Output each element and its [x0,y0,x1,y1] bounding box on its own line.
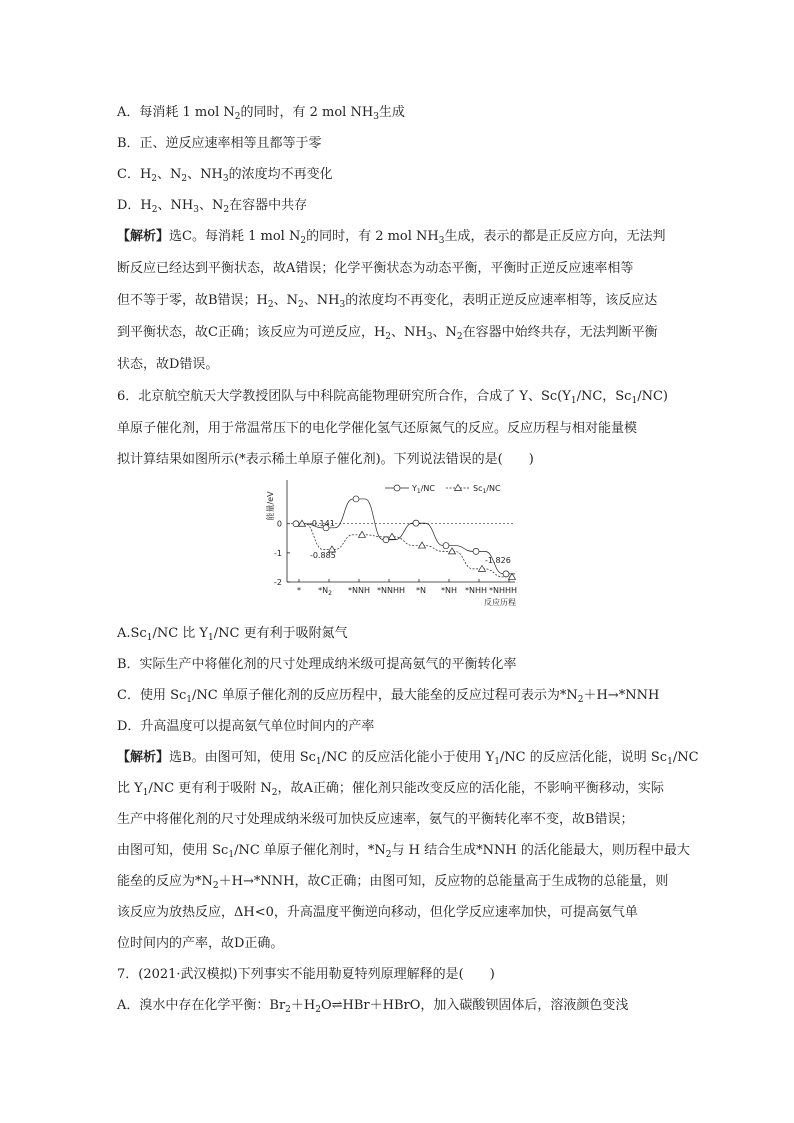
x-tick-label-0: * [297,586,301,595]
annotation-sc1-last: -1.826 [485,556,511,565]
circle-point-5 [443,543,449,549]
x-tick-label-3: *NNHH [377,586,405,595]
legend-y1: $Y_1/NC$ [412,484,435,495]
x-tick-label-1: $*N_2$ [318,586,332,597]
q5-option-b: B．正、逆反应速率相等且都等于零 [117,136,322,151]
q6-analysis-line2: 比 $Y_1/NC$ 更有利于吸附 $N_2$，故A正确；催化剂只能改变反应的活化能，不影响平衡移动，实际 [117,781,664,798]
triangle-point-2 [359,531,366,537]
q5-analysis-line2: 断反应已经达到平衡状态，故A错误；化学平衡状态为动态平衡，平衡时正逆反应速率相等 [117,261,634,276]
q5-analysis-line5: 状态，故D错误。 [117,357,219,372]
y-tick-label-2: -2 [274,578,282,587]
q6-analysis-line4: 由图可知，使用 $Sc_1/NC$ 单原子催化剂时，$*N_2$与 H 结合生成*NNH 的活化能最大，则历程中最大 [117,843,690,860]
q5-analysis-line1: 【解析】选C。每消耗 1 mol $N_2$的同时，有 2 mol $NH_3$生成，表示的都是正反应方向，无法判 [117,229,666,246]
circle-point-2 [353,496,359,502]
annotation-y1-first: -0.141 [309,519,335,528]
triangle-point-6 [479,565,486,571]
q5-option-c: C．$H_2$、$N_2$、$NH_3$的浓度均不再变化 [117,167,333,184]
q6-analysis-line7: 位时间内的产率，故D正确。 [117,936,284,951]
series-line-circle [293,499,515,574]
circle-point-6 [473,548,479,554]
q6-analysis-line6: 该反应为放热反应，ΔH<0，升高温度平衡逆向移动，但化学反应速率加快，可提高氨气单 [117,905,638,920]
legend-sc1: $Sc_1/NC$ [473,484,501,495]
y-tick-label-0: 0 [276,519,282,529]
q6-option-a: $A.Sc_1/NC$ 比 $Y_1/NC$ 更有利于吸附氮气 [117,626,348,643]
triangle-point-3 [389,533,396,539]
q6-analysis-line5: 能垒的反应为$*N_2+H\to*NNH$，故C正确；由图可知，反应物的总能量高于生成物的总能量，则 [117,874,669,891]
energy-profile-chart [263,478,525,608]
triangle-point-0 [299,520,306,526]
circle-point-7 [503,571,509,577]
q6-option-d: D．升高温度可以提高氨气单位时间内的产率 [117,719,375,734]
q5-option-d: D．$H_2$、$NH_3$、$N_2$在容器中共存 [117,198,308,215]
x-tick-label-4: *N [416,586,426,595]
triangle-point-4 [419,542,426,548]
q5-analysis-line3: 但不等于零，故B错误；$H_2$、$N_2$、$NH_3$的浓度均不再变化，表明正逆反应速率相等，该反应达 [117,293,658,310]
x-tick-label-2: *NNH [348,586,370,595]
analysis-label: 【解析】 [117,750,170,765]
circle-point-3 [383,537,389,543]
chart-legend [385,484,501,495]
x-tick-label-5: *NH [441,586,457,595]
circle-point-4 [413,520,419,526]
y-tick-label-1: -1 [274,548,282,558]
circle-point-0 [293,521,299,527]
q5-analysis-line4: 到平衡状态，故C正确；该反应为可逆反应，$H_2$、$NH_3$、$N_2$在容器中始终共存，无法判断平衡 [117,325,658,342]
q6-stem-line3: 拟计算结果如图所示(*表示稀土单原子催化剂)。下列说法错误的是( ) [117,452,534,467]
q7-stem: 7．(2021·武汉模拟)下列事实不能用勒夏特列原理解释的是( ) [117,967,495,982]
x-tick-label-6: *NHH [464,586,488,595]
x-axis-label: 反应历程 [484,598,516,607]
legend-circle-marker [394,485,400,491]
y-axis-label: 能量/eV [266,491,275,521]
q6-analysis-line1: 【解析】选B。由图可知，使用 $Sc_1/NC$ 的反应活化能小于使用 $Y_1/NC$ 的反应活化能，说明 $Sc_1/NC$ [117,750,699,767]
triangle-point-5 [449,548,456,554]
triangle-point-7 [509,573,516,579]
q5-option-a: A．每消耗 1 mol $N_2$的同时，有 2 mol $NH_3$生成 [117,105,405,122]
analysis-label: 【解析】 [117,229,170,244]
q6-option-c: C．使用 $Sc_1/NC$ 单原子催化剂的反应历程中，最大能垒的反应过程可表示为$*N_2+H\to*NNH$ [117,688,660,705]
q6-analysis-line3: 生产中将催化剂的尺寸处理成纳米级可加快反应速率，氨气的平衡转化率不变，故B错误； [117,812,634,827]
q7-option-a: A．溴水中存在化学平衡：$Br_2+H_2O\rightleftharpoons HBr+HBrO$，加入碳酸钡固体后，溶液颜色变浅 [117,998,629,1015]
q6-option-b: B．实际生产中将催化剂的尺寸处理成纳米级可提高氨气的平衡转化率 [117,657,517,672]
q6-stem-line2: 单原子催化剂，用于常温常压下的电化学催化氢气还原氮气的反应。反应历程与相对能量模 [117,421,638,436]
q6-stem-line1: 6．北京航空航天大学教授团队与中科院高能物理研究所合作，合成了 Y、$Sc(Y_1/NC$，$Sc_1/NC$) [117,389,668,406]
legend-triangle-marker [455,485,462,491]
x-tick-label-7: *NHHH [488,586,518,595]
annotation-sc1-first: -0.885 [310,551,336,560]
